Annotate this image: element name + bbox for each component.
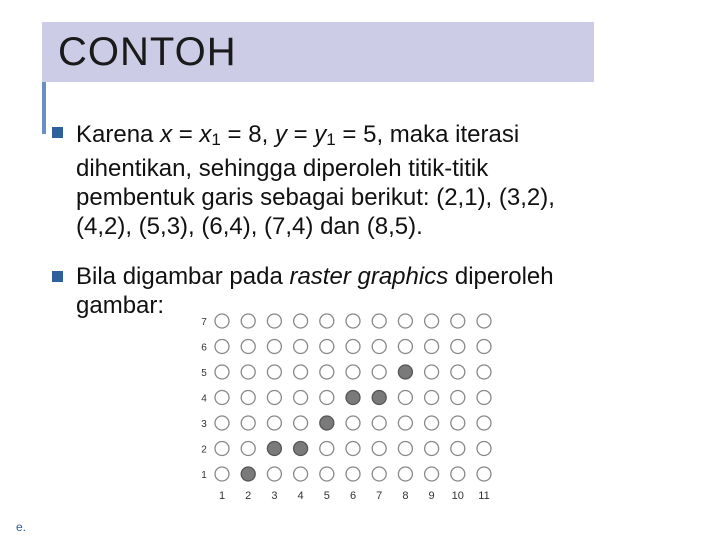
text-run: = 5, maka iterasi bbox=[335, 121, 520, 148]
bullet-1-line-2: dihentikan, sehingga diperoleh titik-titik bbox=[76, 155, 489, 182]
empty-pixel bbox=[425, 314, 439, 328]
filled-pixel bbox=[372, 391, 386, 405]
empty-pixel bbox=[241, 416, 255, 430]
empty-pixel bbox=[425, 467, 439, 481]
var-y: y bbox=[274, 121, 287, 148]
empty-pixel bbox=[241, 314, 255, 328]
x-tick-label: 6 bbox=[349, 490, 357, 502]
empty-pixel bbox=[346, 416, 360, 430]
filled-pixel bbox=[241, 467, 255, 481]
filled-pixel bbox=[267, 442, 281, 456]
empty-pixel bbox=[320, 467, 334, 481]
empty-pixel bbox=[451, 391, 465, 405]
x-tick-label: 4 bbox=[297, 490, 304, 502]
var-x: x bbox=[160, 121, 173, 148]
empty-pixel bbox=[294, 391, 308, 405]
slide-title: CONTOH bbox=[58, 30, 237, 74]
empty-pixel bbox=[372, 442, 386, 456]
subscript: 1 bbox=[211, 130, 221, 149]
empty-pixel bbox=[267, 340, 281, 354]
empty-pixel bbox=[477, 442, 491, 456]
filled-pixel bbox=[398, 365, 412, 379]
empty-pixel bbox=[294, 314, 308, 328]
empty-pixel bbox=[477, 314, 491, 328]
empty-pixel bbox=[267, 365, 281, 379]
empty-pixel bbox=[425, 391, 439, 405]
empty-pixel bbox=[398, 314, 412, 328]
filled-pixel bbox=[294, 442, 308, 456]
empty-pixel bbox=[372, 365, 386, 379]
x-tick-label: 11 bbox=[478, 490, 490, 502]
subscript: 1 bbox=[326, 130, 336, 149]
empty-pixel bbox=[425, 442, 439, 456]
text-run: Bila digambar pada bbox=[76, 263, 290, 290]
empty-pixel bbox=[241, 442, 255, 456]
bullet-1-line-4: (4,2), (5,3), (6,4), (7,4) dan (8,5). bbox=[76, 213, 423, 240]
empty-pixel bbox=[346, 467, 360, 481]
empty-pixel bbox=[451, 365, 465, 379]
empty-pixel bbox=[267, 391, 281, 405]
empty-pixel bbox=[294, 365, 308, 379]
empty-pixel bbox=[425, 365, 439, 379]
text-run: = bbox=[172, 121, 200, 148]
empty-pixel bbox=[372, 340, 386, 354]
empty-pixel bbox=[294, 340, 308, 354]
x-tick-label: 8 bbox=[402, 490, 409, 502]
y-tick-label: 6 bbox=[201, 342, 207, 354]
empty-pixel bbox=[346, 365, 360, 379]
empty-pixel bbox=[215, 365, 229, 379]
empty-pixel bbox=[320, 314, 334, 328]
empty-pixel bbox=[267, 416, 281, 430]
empty-pixel bbox=[294, 416, 308, 430]
x-tick-label: 2 bbox=[245, 490, 252, 502]
empty-pixel bbox=[398, 340, 412, 354]
y-tick-label: 5 bbox=[201, 368, 207, 379]
var-x1: x bbox=[199, 121, 212, 148]
bullet-2-line-2: gambar: bbox=[76, 292, 165, 319]
empty-pixel bbox=[215, 340, 229, 354]
x-tick-label: 10 bbox=[451, 490, 464, 502]
empty-pixel bbox=[398, 416, 412, 430]
empty-pixel bbox=[267, 467, 281, 481]
emphasis-text: raster graphics bbox=[289, 263, 449, 290]
var-y1: y bbox=[314, 121, 327, 148]
empty-pixel bbox=[477, 416, 491, 430]
x-tick-label: 3 bbox=[271, 490, 278, 502]
empty-pixel bbox=[346, 314, 360, 328]
x-tick-label: 1 bbox=[218, 490, 226, 502]
footer-mark: e. bbox=[16, 520, 27, 534]
empty-pixel bbox=[372, 467, 386, 481]
empty-pixel bbox=[215, 416, 229, 430]
bullet-1-line-3: pembentuk garis sebagai berikut: (2,1), (3,2), bbox=[76, 184, 555, 211]
empty-pixel bbox=[451, 314, 465, 328]
empty-pixel bbox=[372, 314, 386, 328]
y-tick-label: 7 bbox=[201, 317, 207, 328]
text-run: = bbox=[286, 121, 315, 148]
filled-pixel bbox=[320, 416, 334, 430]
empty-pixel bbox=[241, 365, 255, 379]
empty-pixel bbox=[398, 391, 412, 405]
empty-pixel bbox=[451, 416, 465, 430]
empty-pixel bbox=[398, 467, 412, 481]
y-tick-label: 3 bbox=[201, 419, 207, 430]
empty-pixel bbox=[451, 467, 465, 481]
empty-pixel bbox=[398, 442, 412, 456]
y-tick-label: 1 bbox=[201, 470, 207, 481]
empty-pixel bbox=[320, 442, 334, 456]
empty-pixel bbox=[215, 467, 229, 481]
empty-pixel bbox=[241, 391, 255, 405]
empty-pixel bbox=[346, 442, 360, 456]
empty-pixel bbox=[320, 365, 334, 379]
empty-pixel bbox=[215, 391, 229, 405]
empty-pixel bbox=[320, 340, 334, 354]
empty-pixel bbox=[215, 442, 229, 456]
filled-pixel bbox=[346, 391, 360, 405]
empty-pixel bbox=[215, 314, 229, 328]
empty-pixel bbox=[320, 391, 334, 405]
empty-pixel bbox=[267, 314, 281, 328]
empty-pixel bbox=[241, 340, 255, 354]
y-tick-label: 4 bbox=[201, 393, 207, 405]
text-run: diperoleh bbox=[448, 263, 554, 290]
empty-pixel bbox=[451, 340, 465, 354]
empty-pixel bbox=[294, 467, 308, 481]
y-tick-label: 2 bbox=[201, 444, 207, 456]
empty-pixel bbox=[451, 442, 465, 456]
text-run: Karena bbox=[76, 121, 161, 148]
empty-pixel bbox=[372, 416, 386, 430]
empty-pixel bbox=[477, 391, 491, 405]
empty-pixel bbox=[425, 340, 439, 354]
empty-pixel bbox=[346, 340, 360, 354]
text-run: = 8, bbox=[220, 121, 275, 148]
x-tick-label: 7 bbox=[376, 490, 383, 502]
empty-pixel bbox=[425, 416, 439, 430]
x-tick-label: 9 bbox=[428, 490, 435, 502]
empty-pixel bbox=[477, 467, 491, 481]
empty-pixel bbox=[477, 340, 491, 354]
x-tick-label: 5 bbox=[323, 490, 330, 502]
empty-pixel bbox=[477, 365, 491, 379]
